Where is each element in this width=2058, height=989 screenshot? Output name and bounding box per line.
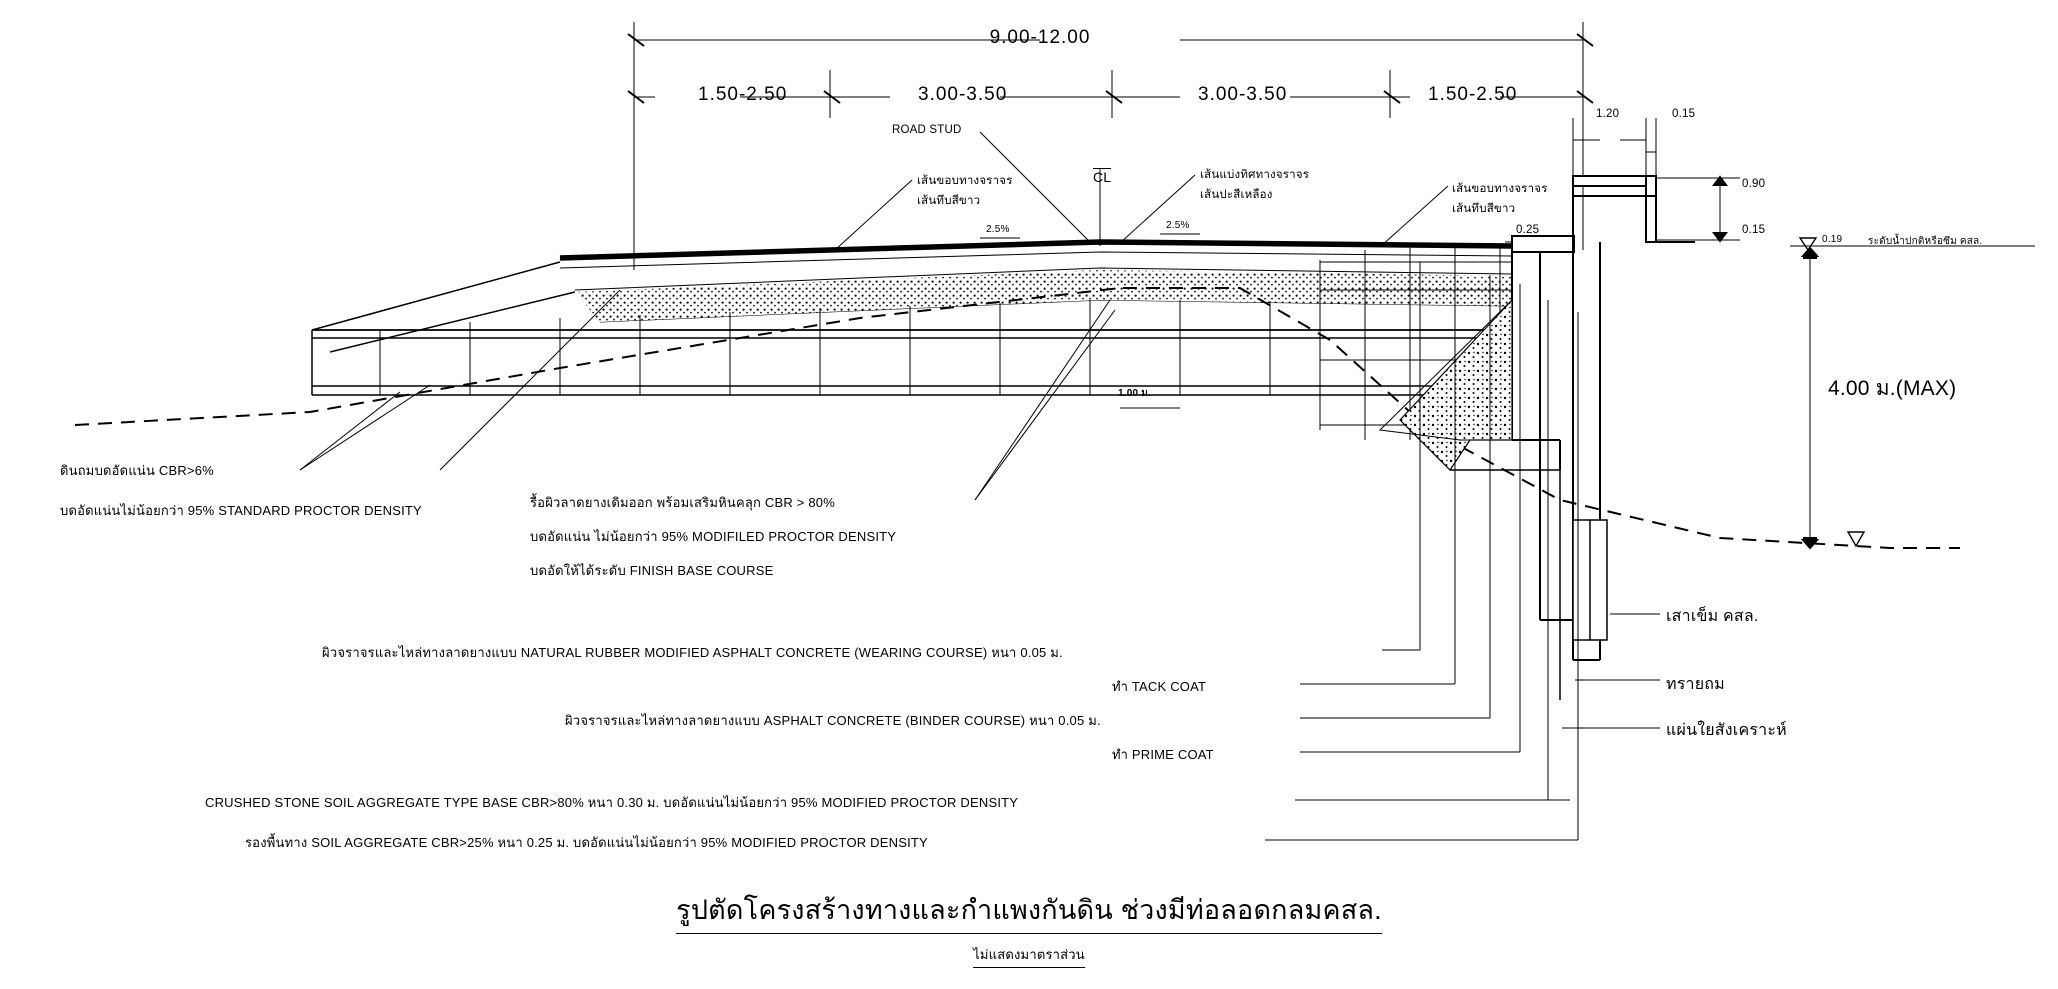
dim-crossfall-right: 2.5%	[1166, 220, 1190, 231]
dim-segment-3: 3.00-3.50	[1198, 84, 1288, 105]
dim-wall-top: 1.20	[1596, 108, 1620, 120]
note-right-3: แผ่นใยสังเคราะห์	[1666, 722, 1787, 739]
note-mid-1: รื้อผิวลาดยางเดิมออก พร้อมเสริมหินคลุก CBR > 80%	[530, 495, 835, 510]
dim-segment-1: 1.50-2.50	[698, 84, 788, 105]
note-right-1: เสาเข็ม คสล.	[1666, 608, 1759, 625]
drawing-title: รูปตัดโครงสร้างทางและกำแพงกันดิน ช่วงมีท่อลอดกลมคสล.	[676, 888, 1382, 934]
dim-total-depth: 4.00 ม.(MAX)	[1828, 377, 1957, 400]
dim-wall-thk-top: 0.15	[1672, 108, 1696, 120]
callout-edge-line-right-1: เส้นขอบทางจราจร	[1452, 183, 1548, 195]
note-mid-3: บดอัดให้ได้ระดับ FINISH BASE COURSE	[530, 563, 774, 578]
dim-wall-height: 0.90	[1742, 178, 1766, 190]
note-bottom-3: ผิวจราจรและไหล่ทางลาดยางแบบ ASPHALT CONCRETE (BINDER COURSE) หนา 0.05 ม.	[565, 713, 1101, 728]
note-bottom-6: รองพื้นทาง SOIL AGGREGATE CBR>25% หนา 0.25 ม. บดอัดแน่นไม่น้อยกว่า 95% MODIFIED PROCTOR DENSITY	[245, 835, 928, 850]
note-bottom-4: ทำ PRIME COAT	[1112, 747, 1214, 762]
callout-edge-line-right-2: เส้นทึบสีขาว	[1452, 203, 1516, 215]
note-mid-2: บดอัดแน่น ไม่น้อยกว่า 95% MODIFILED PROCTOR DENSITY	[530, 529, 897, 544]
note-left-2: บดอัดแน่นไม่น้อยกว่า 95% STANDARD PROCTOR DENSITY	[60, 503, 422, 518]
water-level-elev: 0.19	[1822, 234, 1843, 245]
note-bottom-5: CRUSHED STONE SOIL AGGREGATE TYPE BASE CBR>80% หนา 0.30 ม. บดอัดแน่นไม่น้อยกว่า 95% MODIFIED PROCTOR DENSITY	[205, 795, 1019, 810]
note-left-1: ดินถมบดอัดแน่น CBR>6%	[60, 463, 214, 478]
water-level-label: ระดับน้ำปกติหรือซึม คสล.	[1868, 236, 1983, 247]
callout-road-stud: ROAD STUD	[892, 124, 962, 136]
note-bottom-2: ทำ TACK COAT	[1112, 679, 1207, 694]
callout-lane-divider-1: เส้นแบ่งทิศทางจราจร	[1200, 169, 1310, 181]
drawing-subtitle: ไม่แสดงมาตราส่วน	[973, 944, 1085, 968]
dim-pipe: 1.00 ม.	[1118, 388, 1152, 399]
dim-segment-2: 3.00-3.50	[918, 84, 1008, 105]
note-right-2: ทรายถม	[1666, 676, 1725, 693]
dim-segment-4: 1.50-2.50	[1428, 84, 1518, 105]
callout-lane-divider-2: เส้นปะสีเหลือง	[1200, 189, 1273, 201]
callout-centerline: CL	[1093, 169, 1112, 185]
dim-crossfall-left: 2.5%	[986, 224, 1010, 235]
dim-overall: 9.00-12.00	[989, 27, 1091, 48]
note-bottom-1: ผิวจราจรและไหล่ทางลาดยางแบบ NATURAL RUBBER MODIFIED ASPHALT CONCRETE (WEARING COURSE) หนา 0.05 ม.	[322, 645, 1063, 660]
callout-edge-line-left-2: เส้นทึบสีขาว	[917, 195, 981, 207]
callout-edge-line-left-1: เส้นขอบทางจราจร	[917, 175, 1013, 187]
dim-curb: 0.25	[1516, 224, 1540, 236]
dim-wall-thk-bottom: 0.15	[1742, 224, 1766, 236]
